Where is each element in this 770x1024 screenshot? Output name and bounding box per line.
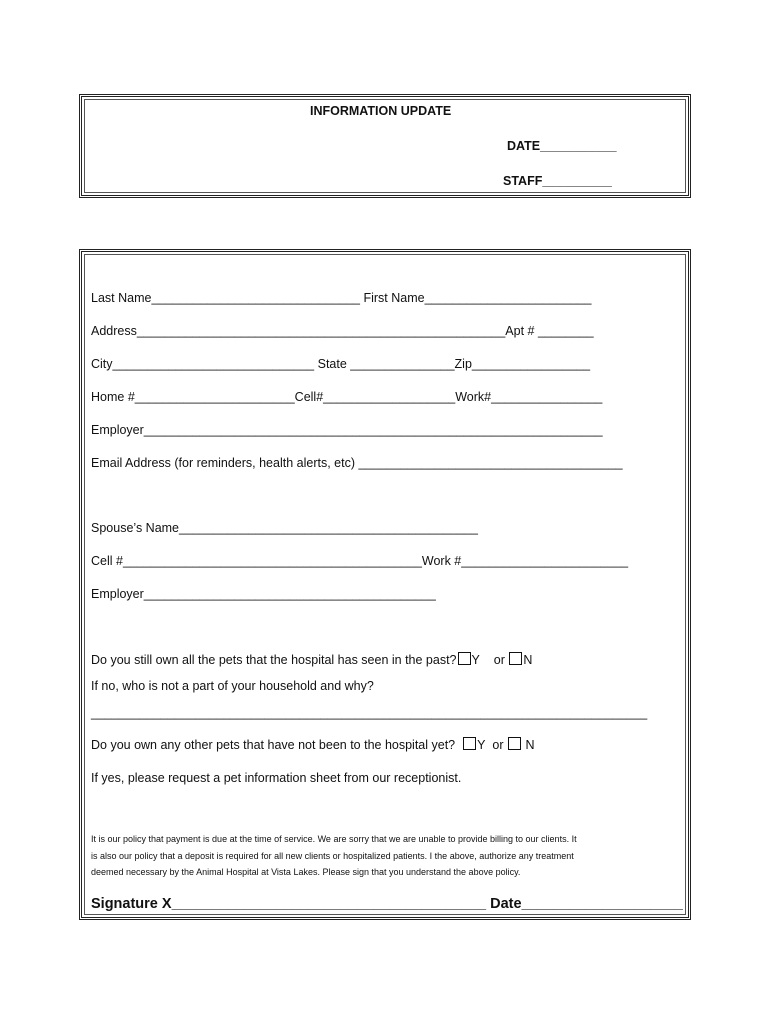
pets-question-1-followup: If no, who is not a part of your household and why?	[91, 679, 374, 693]
q2-no-label: N	[525, 738, 535, 752]
pets-question-1-text: Do you still own all the pets that the hospital has seen in the past?	[91, 653, 457, 667]
phone-fields[interactable]: Home #_______________________Cell#___________________Work#________________	[91, 390, 603, 404]
form-title: INFORMATION UPDATE	[310, 104, 452, 118]
q2-yes-label: Y	[477, 738, 486, 752]
staff-field[interactable]: STAFF__________	[503, 174, 612, 188]
form-box	[79, 249, 691, 920]
name-field[interactable]: Last Name______________________________ First Name________________________	[91, 291, 592, 305]
spouse-employer-field[interactable]: Employer__________________________________________	[91, 587, 436, 601]
policy-line-1: It is our policy that payment is due at the time of service. We are sorry that we are unable to provide billing to our clients. It	[91, 834, 577, 844]
pets-question-1-answer-line[interactable]: ________________________________________________________________________________	[91, 706, 648, 720]
policy-line-2: is also our policy that a deposit is required for all new clients or hospitalized patients. I the above, authorize any treatment	[91, 851, 574, 861]
q1-no-label: N	[523, 653, 533, 667]
email-field[interactable]: Email Address (for reminders, health alerts, etc) ______________________________________	[91, 456, 623, 470]
pets-question-2	[91, 737, 535, 753]
q2-yes-checkbox[interactable]	[463, 737, 476, 750]
policy-line-3: deemed necessary by the Animal Hospital at Vista Lakes. Please sign that you understand the above policy.	[91, 867, 521, 877]
q1-no-checkbox[interactable]	[509, 652, 522, 665]
q1-yes-checkbox[interactable]	[458, 652, 471, 665]
signature-field[interactable]: Signature X_______________________________________ Date____________________	[91, 896, 683, 912]
spouse-name-field[interactable]: Spouse’s Name___________________________________________	[91, 521, 478, 535]
pets-question-1	[91, 652, 532, 668]
city-state-zip-field[interactable]: City_____________________________ State _______________Zip_________________	[91, 357, 591, 371]
q2-or-label: or	[492, 738, 504, 752]
q2-no-checkbox[interactable]	[508, 737, 521, 750]
pets-question-2-followup: If yes, please request a pet information sheet from our receptionist.	[91, 771, 462, 785]
employer-field[interactable]: Employer__________________________________________________________________	[91, 423, 603, 437]
pets-question-2-text: Do you own any other pets that have not been to the hospital yet?	[91, 738, 456, 752]
spouse-phone-fields[interactable]: Cell #___________________________________________Work #________________________	[91, 554, 629, 568]
q1-yes-label: Y	[471, 653, 480, 667]
q1-or-label: or	[493, 653, 505, 667]
address-field[interactable]: Address_____________________________________________________Apt # ________	[91, 324, 594, 338]
date-field[interactable]: DATE___________	[507, 139, 617, 153]
